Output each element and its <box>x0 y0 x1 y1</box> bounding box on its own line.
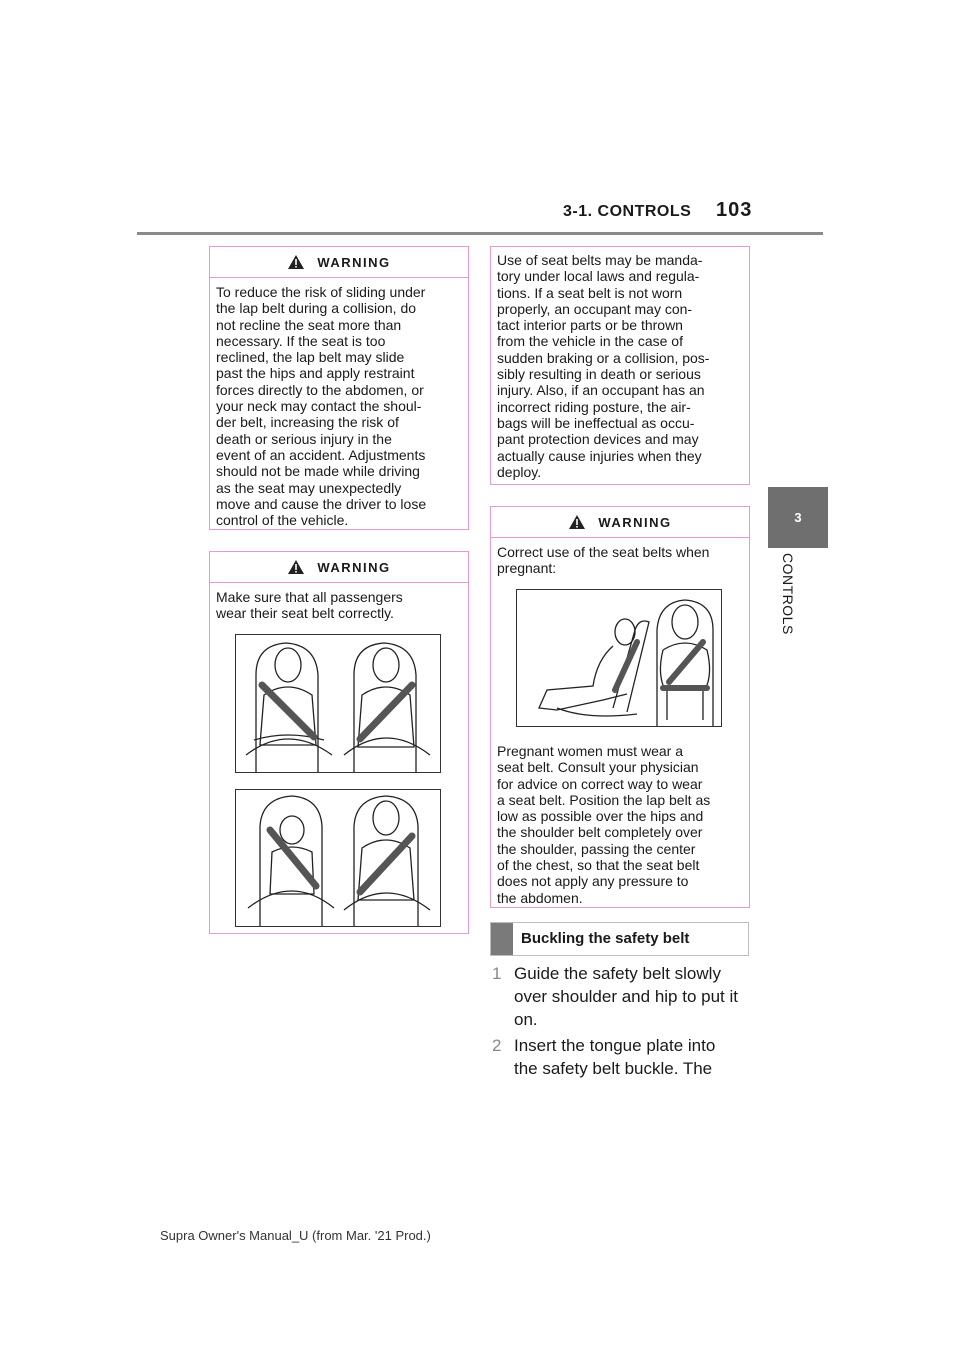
seated-child-adult-image <box>236 790 440 926</box>
seatbelt-illustration-adults <box>235 634 441 773</box>
warning-label: WARNING <box>598 514 672 530</box>
section-title: 3-1. CONTROLS <box>563 203 692 220</box>
heading-bar <box>491 923 513 955</box>
step-text: Guide the safety belt slowly over shoulder and hip to put it on. <box>514 964 738 1029</box>
page-number: 103 <box>716 199 753 221</box>
header-rule <box>137 232 823 235</box>
buckling-heading-text: Buckling the safety belt <box>521 930 690 947</box>
warning-text: Make sure that all passengers wear their seat belt correctly. <box>216 589 403 622</box>
chapter-tab: 3 <box>768 487 828 548</box>
seatbelt-law-box <box>490 246 750 485</box>
warning-box-recline <box>209 246 469 530</box>
step-number: 1 <box>492 964 502 983</box>
seatbelt-illustration-child-and-adult <box>235 789 441 927</box>
step-text: Insert the tongue plate into the safety belt buckle. The <box>514 1036 716 1078</box>
pregnant-seatbelt-illustration <box>516 589 722 727</box>
warning-text: To reduce the risk of sliding under the lap belt during a collision, do not recline the seat more than necessary. If the seat is too reclined, the lap belt may slide past the hips and apply restraint forces directly to the abdomen, or your neck may contact the shoul- der belt, increasing the risk of death or serious injury in the event of an accident. Adjustments should not be made while driving as the seat may unexpectedly move and cause the driver to lose control of the vehicle. <box>216 284 427 529</box>
pregnant-women-image <box>517 590 721 726</box>
warning-header <box>210 247 468 278</box>
warning-label: WARNING <box>317 559 391 575</box>
step-number: 2 <box>492 1036 502 1055</box>
warning-header <box>210 552 468 583</box>
warning-header <box>491 507 749 538</box>
chapter-label: CONTROLS <box>780 553 796 635</box>
warning-text: Correct use of the seat belts when pregnant: <box>497 544 710 577</box>
warning-text-continued: Pregnant women must wear a seat belt. Consult your physician for advice on correct way to wear a seat belt. Position the lap belt as low as possible over the hips and the shoulder belt completely over the shoulder, passing the center of the chest, so that the seat belt does not apply any pressure to the abdomen. <box>497 743 711 906</box>
warning-triangle-icon <box>287 559 305 575</box>
seatbelt-law-text: Use of seat belts may be manda- tory under local laws and regula- tions. If a seat belt is not worn properly, an occupant may con- tact interior parts or be thrown from the vehicle in the case of sudden braking or a collision, pos- sibly resulting in death or serious injury. Also, if an occupant has an incorrect riding posture, the air- bags will be ineffectual as occu- pant protection devices and may actually cause injuries when they deploy. <box>497 252 710 480</box>
warning-label: WARNING <box>317 254 391 270</box>
warning-triangle-icon <box>287 254 305 270</box>
footer-manual-title: Supra Owner's Manual_U (from Mar. '21 Prod.) <box>160 1228 431 1243</box>
seated-passengers-image <box>236 635 440 772</box>
warning-triangle-icon <box>568 514 586 530</box>
buckling-heading <box>490 922 749 956</box>
